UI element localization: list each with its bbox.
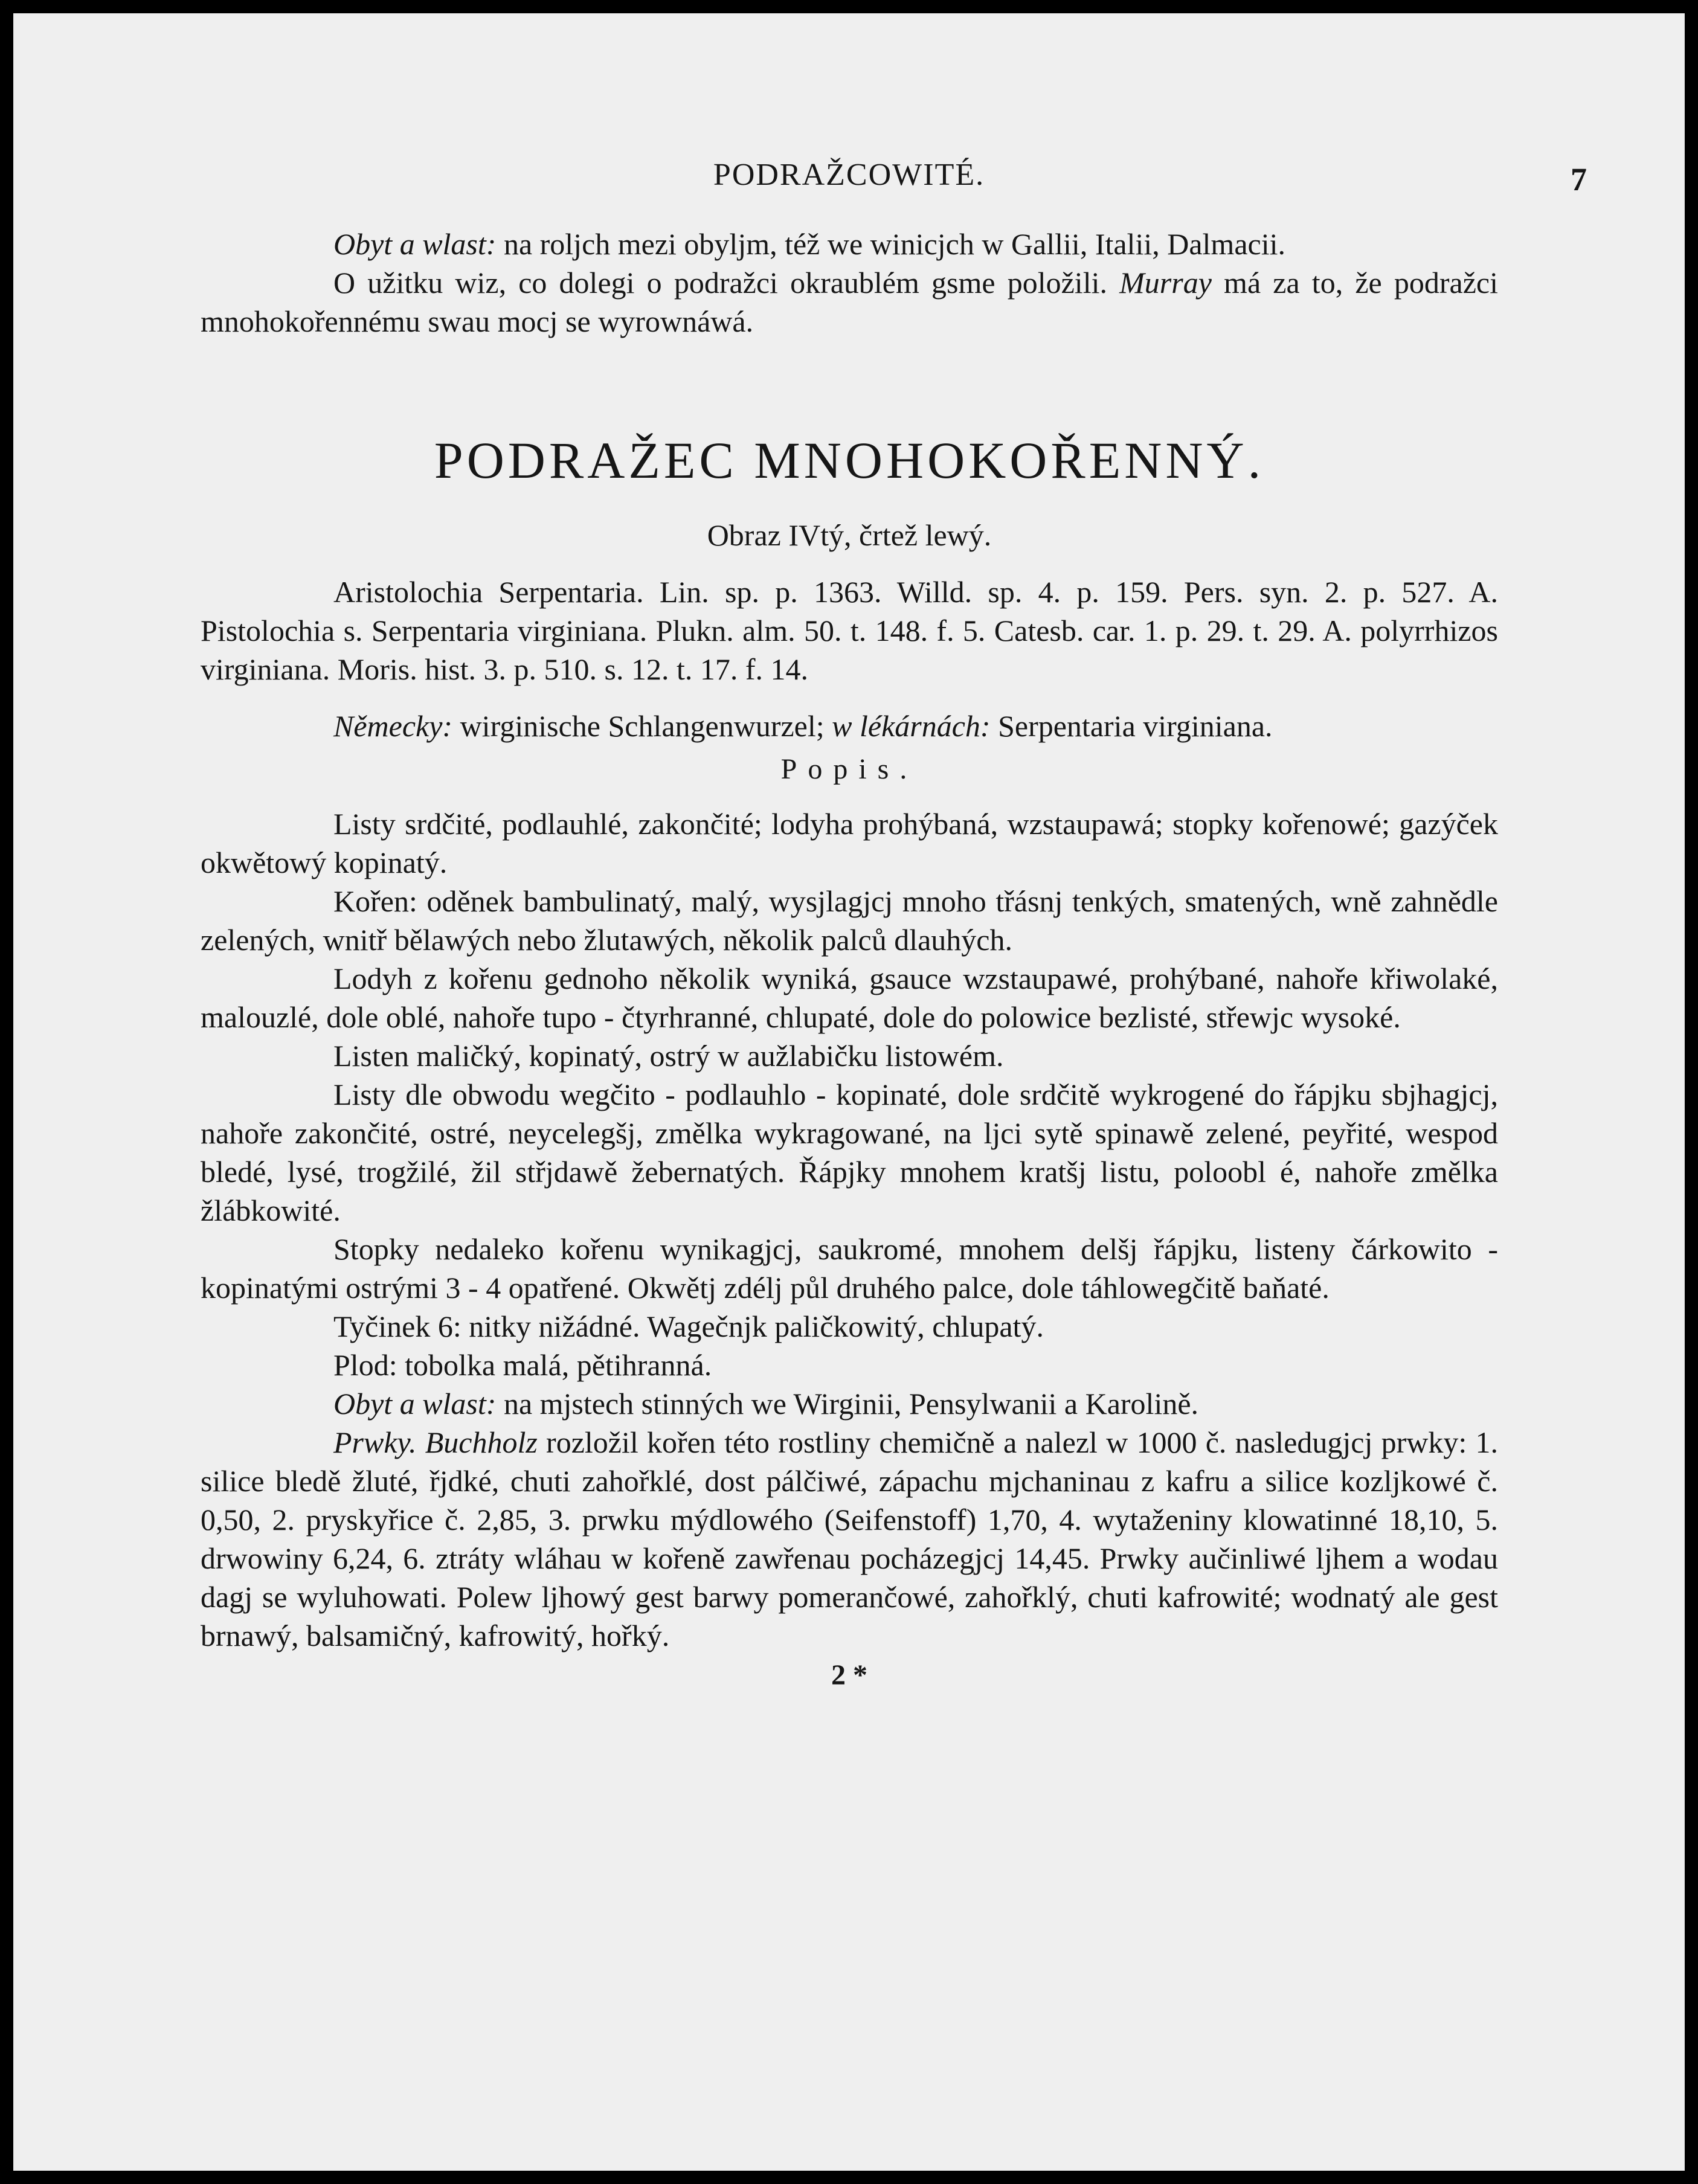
description-paragraph: Lodyh z kořenu gednoho několik wyniká, gsauce wzstaupawé, prohýbané, nahoře křiwolaké, malouzlé, dole oblé, nahoře tupo - čtyrhranné, chlupaté, dole do polowice bezlisté, střewjc wysoké.: [201, 962, 1498, 1034]
usage-text-a: O užitku wiz, co dolegi o podražci okraublém gsme položili.: [333, 266, 1120, 300]
description-paragraph: Stopky nedaleko kořenu wynikagjcj, saukromé, mnohem delšj řápjku, listeny čárkowito - kopinatými ostrými 3 - 4 opatřené. Okwětj zdélj půl druhého palce, dole táhlowegčitě baňaté.: [201, 1232, 1498, 1305]
vernacular-names: [201, 707, 1498, 745]
usage-text-b: má za to, že podražci mnohokořennému swau mocj se wyrownáwá.: [201, 266, 1498, 338]
author-buchholz: Buchholz: [416, 1425, 538, 1459]
description-paragraph: Plod: tobolka malá, pětihranná.: [333, 1348, 712, 1382]
description-paragraph: Listen maličký, kopinatý, ostrý w aužlabičku listowém.: [333, 1039, 1004, 1073]
german-label: Německy:: [333, 709, 453, 743]
description-paragraph: Tyčinek 6: nitky nižádné. Wagečnjk paličkowitý, chlupatý.: [333, 1309, 1044, 1343]
description-paragraph: Listy dle obwodu wegčito - podlauhlo - kopinaté, dole srdčitě wykrogené do řápjku sbjhagjcj, nahoře zakončité, ostré, neycelegšj, změlka wykragowané, na ljci sytě spinawě zelené, peyřité, wespod bledé, lysé, trogžilé, žil střjdawě žebernatých. Řápjky mnohem kratšj listu, poloobl é, nahoře změlka žlábkowité.: [201, 1078, 1498, 1227]
habitat-paragraph: [201, 1384, 1498, 1423]
book-page: [13, 13, 1685, 2171]
habitat-text: na mjstech stinných we Wirginii, Pensylwanii a Karolině.: [496, 1387, 1199, 1421]
figure-reference: Obraz IVtý, črtež lewý.: [707, 518, 992, 552]
pharmacy-name: Serpentaria virginiana.: [990, 709, 1273, 743]
properties-paragraph: [201, 1423, 1498, 1655]
pharmacy-label: w lékárnách:: [832, 709, 991, 743]
page-number: 7: [1571, 161, 1587, 198]
running-head: PODRAŽCOWITÉ.: [713, 158, 985, 192]
section-heading-popis: Popis.: [780, 753, 918, 785]
properties-text: rozložil kořen této rostliny chemičně a nalezl w 1000 č. nasledugjcj prwky: 1. silice bledě žluté, řjdké, chuti zahořklé, dost pálčiwé, zápachu mjchaninau z kafru a silice kozljkowé č. 0,50, 2. pryskyřice č. 2,85, 3. prwku mýdlowého (Seifenstoff) 1,70, 4. wytaženiny klowatinné 18,10, 5. drwowiny 6,24, 6. ztráty wláhau w kořeně zawřenau pocházegjcj 14,45. Prwky aučinliwé ljhem a wodau dagj se wyluhowati. Polew ljhowý gest barwy pomerančowé, zahořklý, chuti kafrowité; wodnatý ale gest brnawý, balsamičný, kafrowitý, hořký.: [201, 1425, 1498, 1652]
habitat-text: na roljch mezi obyljm, též we winicjch w Gallii, Italii, Dalmacii.: [496, 227, 1285, 261]
description-paragraph: Listy srdčité, podlauhlé, zakončité; lodyha prohýbaná, wzstaupawá; stopky kořenowé; gazýček okwětowý kopinatý.: [201, 807, 1498, 879]
page-header: [13, 157, 1685, 205]
habitat-label: Obyt a wlast:: [333, 1387, 497, 1421]
properties-label: Prwky.: [333, 1425, 417, 1459]
description-paragraph: Kořen: oděnek bambulinatý, malý, wysjlagjcj mnoho třásnj tenkých, smatených, wně zahnědle zelených, wnitř bělawých nebo žlutawých, několik palců dlauhých.: [201, 884, 1498, 957]
german-name: wirginische Schlangenwurzel;: [452, 709, 832, 743]
intro-usage-paragraph: [201, 263, 1498, 341]
habitat-label: Obyt a wlast:: [333, 227, 497, 261]
synonymy-paragraph: Aristolochia Serpentaria. Lin. sp. p. 1363. Willd. sp. 4. p. 159. Pers. syn. 2. p. 527. A. Pistolochia s. Serpentaria virginiana. Plukn. alm. 50. t. 148. f. 5. Catesb. car. 1. p. 29. t. 29. A. polyrrhizos virginiana. Moris. hist. 3. p. 510. s. 12. t. 17. f. 14.: [201, 575, 1498, 686]
signature-mark: 2 *: [831, 1659, 867, 1691]
intro-habitat-paragraph: [201, 225, 1498, 263]
author-murray: Murray: [1119, 266, 1212, 300]
page-content: [201, 225, 1498, 1695]
species-title: PODRAŽEC MNOHOKOŘENNÝ.: [434, 431, 1265, 489]
